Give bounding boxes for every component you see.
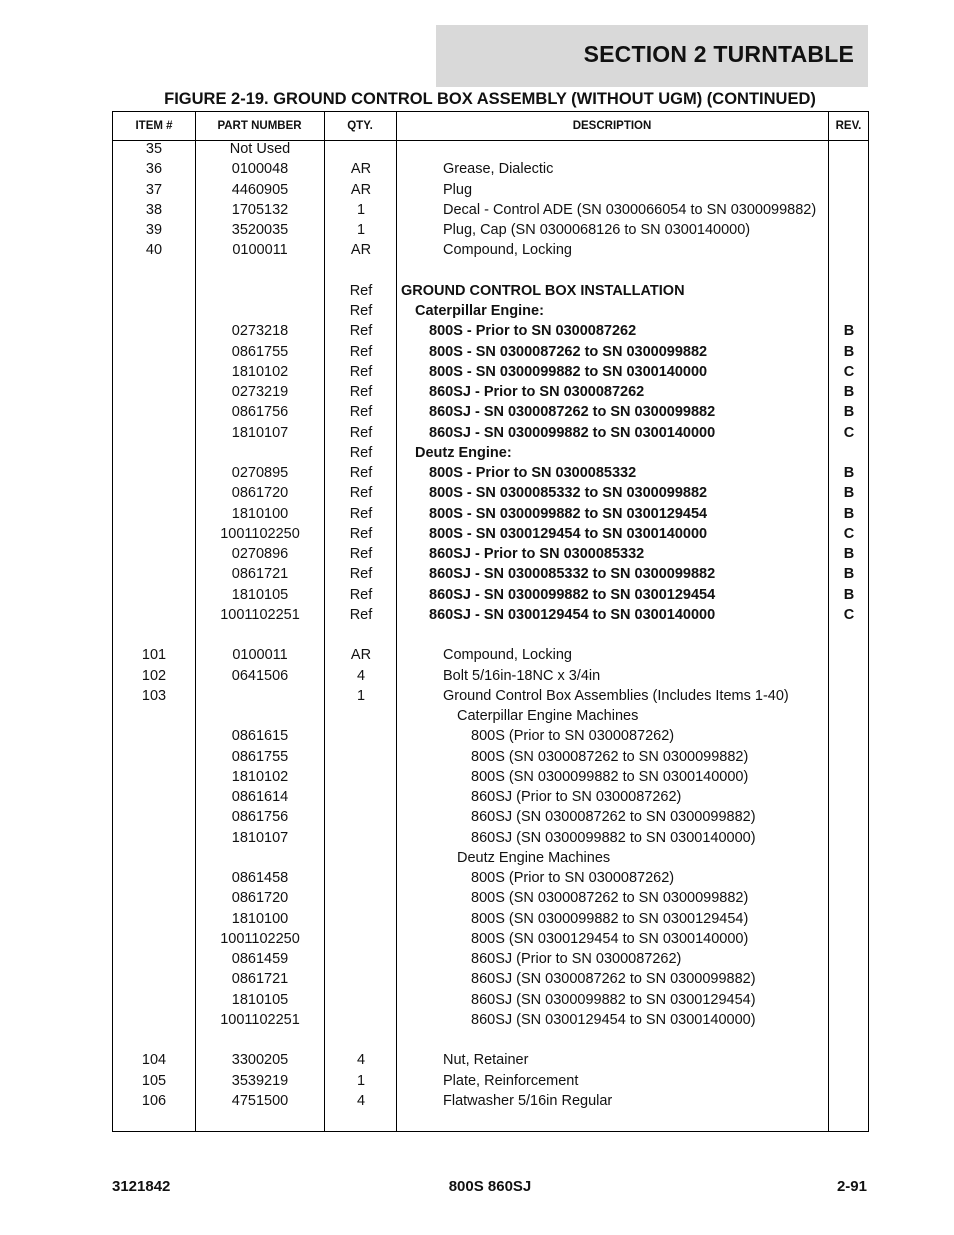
part-number-cell: 0273218	[231, 323, 289, 340]
part-number-cell: 0270895	[231, 465, 289, 481]
qty-cell: Ref	[349, 363, 373, 380]
description-cell: 800S - SN 0300099882 to SN 0300140000	[429, 363, 708, 380]
description-cell: 860SJ (SN 0300099882 to SN 0300140000)	[471, 829, 756, 846]
qty-cell: Ref	[349, 424, 373, 441]
qty-cell: Ref	[349, 343, 373, 360]
description-cell: Deutz Engine:	[415, 444, 512, 461]
part-number-cell: 0861755	[231, 748, 289, 765]
table-row	[113, 1091, 868, 1111]
part-number-cell: 0861720	[231, 890, 289, 907]
item-cell: 35	[145, 141, 163, 157]
part-number-cell: 0861756	[231, 809, 289, 826]
part-number-cell: 0861756	[231, 404, 289, 421]
column-header-item: ITEM #	[135, 120, 173, 132]
item-cell: 104	[141, 1052, 167, 1069]
table-row	[113, 139, 868, 159]
table-row	[113, 342, 868, 362]
rev-cell: C	[843, 363, 855, 380]
part-number-cell: 0100011	[232, 242, 288, 259]
description-cell: Bolt 5/16in-18NC x 3/4in	[443, 667, 601, 684]
rev-cell: C	[843, 525, 855, 542]
table-row	[113, 585, 868, 605]
part-number-cell: 3539219	[231, 1072, 289, 1089]
item-cell: 39	[145, 222, 163, 238]
table-row	[113, 990, 868, 1010]
rev-cell: B	[843, 323, 855, 340]
description-cell: 860SJ - Prior to SN 0300087262	[429, 384, 645, 400]
table-row	[113, 382, 868, 402]
description-cell: 860SJ (Prior to SN 0300087262)	[471, 951, 682, 967]
description-cell: 860SJ - SN 0300099882 to SN 0300140000	[429, 424, 716, 441]
description-cell: Compound, Locking	[443, 647, 572, 664]
part-number-cell: 3520035	[231, 222, 289, 238]
table-row	[113, 200, 868, 220]
rev-cell: C	[843, 606, 855, 623]
qty-cell: Ref	[349, 586, 373, 603]
part-number-cell: 3300205	[231, 1052, 289, 1069]
part-number-cell: 1810105	[231, 991, 289, 1008]
table-row	[113, 159, 868, 179]
part-number-cell: 1810102	[231, 363, 289, 380]
description-cell: 800S - Prior to SN 0300087262	[429, 323, 637, 340]
qty-cell: 1	[356, 201, 366, 218]
rev-cell: B	[843, 546, 855, 562]
rev-cell: B	[843, 566, 855, 583]
description-cell: Plate, Reinforcement	[443, 1072, 579, 1089]
table-row	[113, 483, 868, 503]
qty-cell: Ref	[349, 384, 373, 400]
table-row	[113, 504, 868, 524]
table-row	[113, 463, 868, 483]
qty-cell: Ref	[349, 505, 373, 522]
item-cell: 105	[141, 1072, 167, 1089]
description-cell: 800S (SN 0300087262 to SN 0300099882)	[471, 748, 749, 765]
table-row	[113, 686, 868, 706]
rev-cell: B	[843, 343, 855, 360]
description-cell: Flatwasher 5/16in Regular	[443, 1092, 613, 1109]
qty-cell: 1	[356, 1072, 366, 1089]
qty-cell: AR	[350, 242, 372, 259]
part-number-cell: 1001102251	[220, 1011, 300, 1028]
part-number-cell: 0861614	[231, 789, 289, 805]
part-number-cell: 0861458	[231, 870, 289, 886]
part-number-cell: 1810107	[231, 829, 289, 846]
table-row	[113, 443, 868, 463]
description-cell: Grease, Dialectic	[443, 161, 554, 178]
description-cell: Decal - Control ADE (SN 0300066054 to SN 0300099882)	[443, 201, 817, 218]
part-number-cell: 1705132	[231, 201, 289, 218]
rev-cell: B	[843, 465, 855, 481]
rev-cell: B	[843, 586, 855, 603]
qty-cell: Ref	[349, 444, 373, 461]
qty-cell: Ref	[349, 303, 373, 319]
table-row	[113, 1050, 868, 1070]
table-row	[113, 747, 868, 767]
description-cell: GROUND CONTROL BOX INSTALLATION	[401, 282, 685, 299]
part-number-cell: 1810107	[231, 424, 289, 441]
item-cell: 38	[145, 201, 163, 218]
column-header-description: DESCRIPTION	[572, 120, 652, 132]
rev-cell: B	[843, 505, 855, 522]
qty-cell: 1	[356, 687, 366, 704]
description-cell: Plug, Cap (SN 0300068126 to SN 0300140000)	[443, 222, 751, 238]
qty-cell: 4	[356, 667, 366, 684]
part-number-cell: 1810105	[231, 586, 289, 603]
part-number-cell: 4460905	[231, 181, 289, 198]
table-row	[113, 321, 868, 341]
table-row	[113, 645, 868, 665]
description-cell: 860SJ - SN 0300087262 to SN 0300099882	[429, 404, 716, 421]
part-number-cell: 1810100	[231, 910, 289, 927]
description-cell: Caterpillar Engine:	[415, 303, 544, 319]
description-cell: 860SJ (SN 0300099882 to SN 0300129454)	[471, 991, 756, 1008]
description-cell: 800S (SN 0300099882 to SN 0300129454)	[471, 910, 749, 927]
description-cell: 800S - SN 0300087262 to SN 0300099882	[429, 343, 708, 360]
part-number-cell: 0861459	[231, 951, 289, 967]
table-row	[113, 706, 868, 726]
description-cell: 860SJ (Prior to SN 0300087262)	[471, 789, 682, 805]
item-cell: 101	[141, 647, 167, 664]
section-header	[436, 25, 868, 87]
description-cell: 800S - Prior to SN 0300085332	[429, 465, 637, 481]
table-row	[113, 807, 868, 827]
rev-cell: C	[843, 424, 855, 441]
qty-cell: 4	[356, 1092, 366, 1109]
qty-cell: Ref	[349, 282, 373, 299]
part-number-cell: 0861615	[231, 728, 289, 745]
description-cell: Nut, Retainer	[443, 1052, 529, 1069]
part-number-cell: Not Used	[229, 141, 291, 157]
qty-cell: 1	[356, 222, 366, 238]
description-cell: 800S - SN 0300129454 to SN 0300140000	[429, 525, 708, 542]
qty-cell: AR	[350, 161, 372, 178]
qty-cell: Ref	[349, 566, 373, 583]
table-row	[113, 423, 868, 443]
table-row	[113, 969, 868, 989]
description-cell: 860SJ - Prior to SN 0300085332	[429, 546, 645, 562]
part-number-cell: 0100048	[231, 161, 289, 178]
item-cell: 40	[145, 242, 163, 259]
table-row	[113, 787, 868, 807]
table-row	[113, 1010, 868, 1030]
description-cell: 800S (SN 0300099882 to SN 0300140000)	[471, 768, 749, 785]
table-row	[113, 666, 868, 686]
table-row	[113, 726, 868, 746]
qty-cell: Ref	[349, 606, 373, 623]
item-cell: 103	[141, 687, 167, 704]
description-cell: 800S (Prior to SN 0300087262)	[471, 870, 675, 886]
description-cell: Deutz Engine Machines	[457, 849, 611, 866]
parts-table	[112, 111, 869, 1132]
part-number-cell: 0100011	[232, 647, 288, 664]
part-number-cell: 0861721	[231, 566, 289, 583]
table-row	[113, 1071, 868, 1091]
table-row	[113, 1030, 868, 1050]
table-row	[113, 625, 868, 645]
description-cell: 860SJ - SN 0300085332 to SN 0300099882	[429, 566, 716, 583]
table-row	[113, 828, 868, 848]
part-number-cell: 0641506	[231, 667, 289, 684]
column-header-part-number: PART NUMBER	[217, 120, 302, 132]
description-cell: 860SJ (SN 0300087262 to SN 0300099882)	[471, 971, 756, 988]
description-cell: 860SJ (SN 0300129454 to SN 0300140000)	[471, 1011, 756, 1028]
table-row	[113, 544, 868, 564]
part-number-cell: 1001102251	[220, 606, 300, 623]
table-row	[113, 868, 868, 888]
section-title: SECTION 2 TURNTABLE	[583, 41, 854, 67]
footer-page-number: 2-91	[836, 1178, 867, 1195]
qty-cell: 4	[356, 1052, 366, 1069]
footer-doc-number: 3121842	[112, 1178, 171, 1195]
qty-cell: Ref	[349, 546, 373, 562]
qty-cell: Ref	[349, 404, 373, 421]
item-cell: 106	[141, 1092, 167, 1109]
table-row	[113, 564, 868, 584]
table-row	[113, 402, 868, 422]
rev-cell: B	[843, 485, 855, 502]
description-cell: 800S (SN 0300087262 to SN 0300099882)	[471, 890, 749, 907]
table-row	[113, 888, 868, 908]
footer-models: 800S 860SJ	[448, 1178, 532, 1195]
item-cell: 37	[145, 181, 163, 198]
part-number-cell: 0861721	[231, 971, 289, 988]
qty-cell: AR	[350, 181, 372, 198]
table-row	[113, 524, 868, 544]
table-row	[113, 362, 868, 382]
part-number-cell: 1001102250	[220, 930, 300, 947]
rev-cell: B	[843, 384, 855, 400]
qty-cell: Ref	[349, 465, 373, 481]
description-cell: Compound, Locking	[443, 242, 572, 259]
part-number-cell: 0270896	[231, 546, 289, 562]
table-row	[113, 605, 868, 625]
part-number-cell: 4751500	[231, 1092, 289, 1109]
description-cell: 800S - SN 0300085332 to SN 0300099882	[429, 485, 708, 502]
table-row	[113, 909, 868, 929]
figure-title: FIGURE 2-19. GROUND CONTROL BOX ASSEMBLY (WITHOUT UGM) (CONTINUED)	[164, 90, 816, 108]
description-cell: 860SJ (SN 0300087262 to SN 0300099882)	[471, 809, 756, 826]
qty-cell: Ref	[349, 485, 373, 502]
part-number-cell: 0861720	[231, 485, 289, 502]
qty-cell: Ref	[349, 525, 373, 542]
description-cell: Plug	[443, 181, 473, 198]
description-cell: 800S (SN 0300129454 to SN 0300140000)	[471, 930, 749, 947]
table-row	[113, 220, 868, 240]
description-cell: 860SJ - SN 0300129454 to SN 0300140000	[429, 606, 716, 623]
part-number-cell: 1810100	[231, 505, 289, 522]
description-cell: 800S (Prior to SN 0300087262)	[471, 728, 675, 745]
part-number-cell: 1001102250	[220, 525, 300, 542]
table-row	[113, 929, 868, 949]
description-cell: Ground Control Box Assemblies (Includes Items 1-40)	[443, 687, 789, 704]
table-row	[113, 180, 868, 200]
table-row	[113, 261, 868, 281]
table-row	[113, 848, 868, 868]
item-cell: 102	[141, 667, 167, 684]
table-row	[113, 301, 868, 321]
qty-cell: Ref	[349, 323, 373, 340]
table-row	[113, 281, 868, 301]
table-row	[113, 767, 868, 787]
part-number-cell: 0273219	[231, 384, 289, 400]
column-header-qty: QTY.	[347, 120, 373, 132]
item-cell: 36	[145, 161, 163, 178]
column-header-rev: REV.	[835, 120, 862, 132]
description-cell: 860SJ - SN 0300099882 to SN 0300129454	[429, 586, 716, 603]
table-row	[113, 949, 868, 969]
part-number-cell: 1810102	[231, 768, 289, 785]
qty-cell: AR	[350, 647, 372, 664]
rev-cell: B	[843, 404, 855, 421]
description-cell: Caterpillar Engine Machines	[457, 708, 639, 724]
table-row	[113, 240, 868, 260]
part-number-cell: 0861755	[231, 343, 289, 360]
description-cell: 800S - SN 0300099882 to SN 0300129454	[429, 505, 708, 522]
